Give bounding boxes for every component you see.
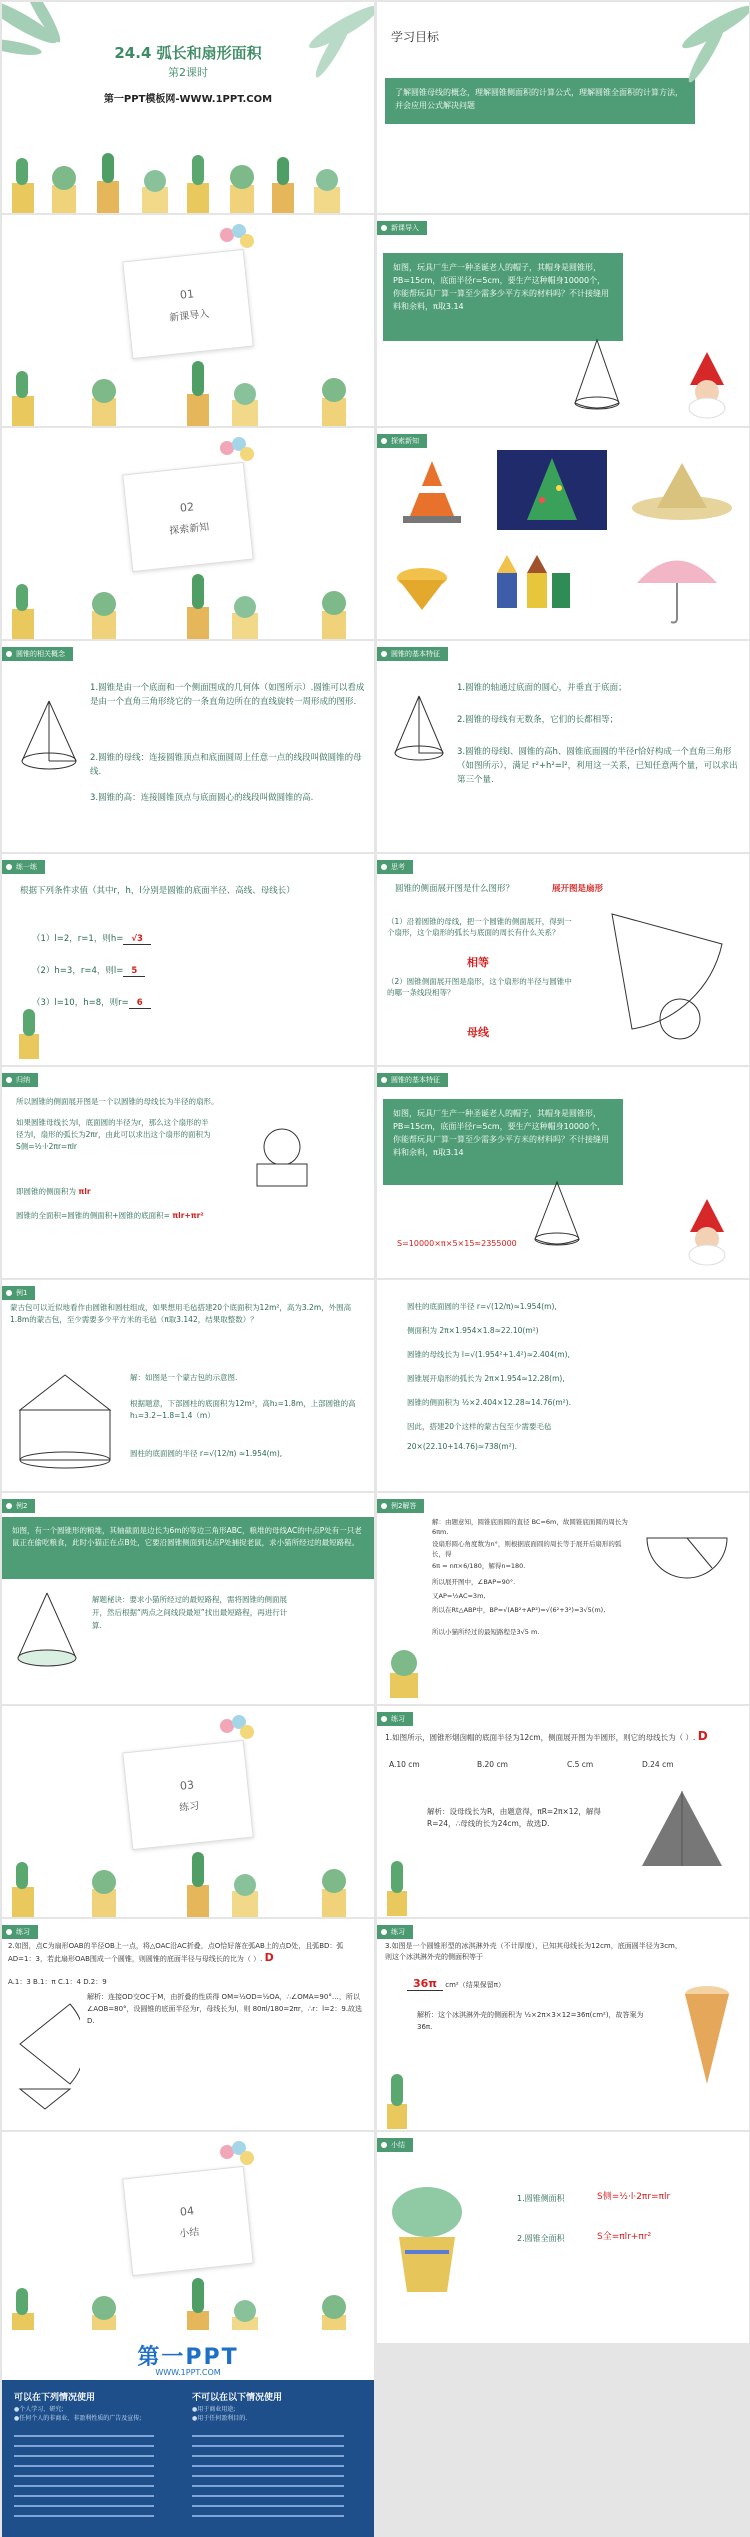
q3-row [32, 996, 151, 1010]
cactus-row-icon [2, 143, 374, 213]
allowed-title: 可以在下列情况使用 [14, 2393, 96, 2403]
slide-example-1 [2, 1280, 374, 1491]
slide-tag: 圆锥的基本特征 [377, 1073, 448, 1087]
ice-cream-cone-icon [682, 1979, 732, 2089]
calc-line-5: 圆锥的侧面积为 ½×2.404×12.28≈14.76(m²). [407, 1398, 571, 1407]
q1-row [32, 932, 151, 946]
section-card [122, 2166, 254, 2276]
think-answer: 展开图是扇形 [552, 884, 604, 894]
slide-title [2, 2, 374, 213]
slide-tag: 练习 [377, 1925, 413, 1939]
slide-tag: 归纳 [2, 1073, 38, 1087]
solution-line-2: 设扇形圆心角度数为n°，则根据底面圆的周长等于展开后扇形的弧长，得 [432, 1540, 622, 1558]
exercise-answer: 36π [407, 1977, 443, 1991]
exercise-question-text: 1.如图所示，圆锥形烟囱帽的底面半径为12cm，侧面展开图为半圆形，则它的母线长为（ ）. [385, 1733, 696, 1742]
cactus-row-icon [2, 569, 374, 639]
cone-diagram-icon [567, 335, 627, 415]
slide-tag: 练一练 [2, 860, 45, 874]
cone-diagram-icon [389, 691, 449, 771]
think-text-2: （2）圆锥侧面展开图是扇形，这个扇形的半径与圆锥中的哪一条线段相等？ [387, 977, 572, 997]
q3-text: （3）l=10，h=8，则r= [32, 998, 129, 1008]
slide-exercise-3 [377, 1919, 749, 2130]
formula-line-2: 如果圆锥母线长为l，底面圆的半径为r，那么这个扇形的半径为l，扇形的弧长为2πr，由此可以求出这个扇形的面积为 S侧=½·l·2πr=πlr [16, 1118, 211, 1151]
forbidden-item-1: ●用于商业用途; [192, 2406, 236, 2413]
feature-1: 1.圆锥的轴通过底面的圆心，并垂直于底面； [457, 683, 627, 693]
section-label: 练习 [178, 1800, 200, 1814]
slide-summary [377, 2132, 749, 2343]
section-heading: 学习目标 [391, 30, 440, 44]
slide-tag: 新课导入 [377, 221, 427, 235]
slide-section-03 [2, 1706, 374, 1917]
slide-area-formula [2, 1067, 374, 1278]
practice-intro: 根据下列条件求值（其中r，h，l分别是圆锥的底面半径、高线、母线长） [20, 886, 295, 896]
solution-line-4: 所以展开图中，∠BAP=90°. [432, 1578, 516, 1586]
allowed-item-2: ●任何个人的非商业、非盈利性质的广告及宣传; [14, 2415, 142, 2422]
santa-icon [682, 1197, 732, 1267]
summary-formula-1: S侧=½·l·2πr=πlr [597, 2192, 671, 2202]
formula-line-4-text: 圆锥的全面积=圆锥的侧面积+圆锥的底面积= [16, 1211, 170, 1220]
exercise-solution: 解析：连接OD交OC于M，由折叠的性质得 OM=½OD=½OA，∴∠OMA=90°…，所以∠AOB=80°，设圆锥的底面半径为r，母线长为l，则 80πl/180=2πr，∴r：l=2：9.故选D. [87, 1993, 363, 2025]
think-question: 圆锥的侧面展开图是什么图形？ [395, 884, 515, 894]
formula-line-3 [16, 1185, 91, 1199]
concept-3: 3.圆锥的高：连接圆锥顶点与底面圆心的线段叫做圆锥的高. [90, 793, 314, 803]
cactus-icon [382, 1638, 427, 1698]
example-question: 蒙古包可以近似地看作由圆锥和圆柱组成，如果想用毛毡搭建20个底面积为12m²，高为3.2m，外围高1.8m的蒙古包，至少需要多少平方米的毛毡（π取3.142，结果取整数）？ [10, 1303, 352, 1324]
section-card [122, 1740, 254, 1850]
solution-line-3: 6π = nπ×6/180，解得n=180. [432, 1562, 526, 1570]
think-text-1: （1）沿着圆锥的母线，把一个圆锥的侧面展开，得到一个扇形，这个扇形的弧长与底面的周长有什么关系？ [387, 917, 572, 937]
leaf-decor-icon [647, 2, 749, 87]
calc-line-7: 20×(22.10+14.76)≈738(m²). [407, 1442, 518, 1451]
concept-2: 2.圆锥的母线：连接圆锥顶点和底面圆周上任意一点的线段叫做圆锥的母线. [90, 753, 362, 777]
brand-site: WWW.1PPT.COM [155, 2368, 221, 2377]
example-step-1: 解：如图是一个蒙古包的示意图. [130, 1373, 238, 1382]
potted-plant-icon [387, 2172, 467, 2302]
formula-line-1: 所以圆锥的侧面展开图是一个以圆锥的母线长为半径的扇形。 [16, 1097, 219, 1106]
slide-tag: 例1 [2, 1286, 35, 1300]
slide-tag: 探索新知 [377, 434, 427, 448]
summary-label-1: 1.圆锥侧面积 [517, 2194, 565, 2203]
balloons-icon [217, 2140, 257, 2180]
slide-intro-solution [377, 1067, 749, 1278]
forbidden-title: 不可以在以下情况使用 [192, 2393, 283, 2403]
feature-2: 2.圆锥的母线有无数条，它们的长都相等； [457, 715, 619, 725]
choice-b: B.20 cm [477, 1760, 508, 1769]
cone-diagram-icon [12, 1588, 82, 1678]
santa-icon [682, 350, 732, 420]
yurt-diagram-icon [10, 1370, 120, 1470]
usage-footer [2, 2380, 374, 2537]
think-answer-1: 相等 [467, 956, 489, 969]
sector-net-icon [592, 904, 742, 1044]
link-list-icon [14, 2430, 364, 2530]
cactus-icon [382, 1856, 412, 1916]
chimney-cap-icon [637, 1786, 727, 1876]
calc-line-2: 侧面积为 2π×1.954×1.8≈22.10(m²) [407, 1326, 539, 1335]
section-label: 小结 [178, 2226, 200, 2240]
slide-section-02 [2, 428, 374, 639]
semicircle-net-icon [642, 1528, 732, 1608]
slide-exercise-1 [377, 1706, 749, 1917]
slide-tag: 练习 [377, 1712, 413, 1726]
exercise-answer: D [697, 1729, 708, 1743]
calc-line-6: 因此，搭建20个这样的蒙古包至少需要毛毡 [407, 1422, 552, 1431]
brand-logo: 第一PPT [137, 2345, 239, 2370]
exercise-options: A.1：3 B.1：π C.1：4 D.2：9 [8, 1978, 107, 1986]
example-step-3: 圆柱的底面圆的半径 r=√(12/π) ≈1.954(m), [130, 1449, 283, 1458]
q2-text: （2）h=3，r=4，则l= [32, 966, 124, 976]
slide-exercise-2 [2, 1919, 374, 2130]
choice-d: D.24 cm [642, 1760, 674, 1769]
problem-box: 如图，玩具厂生产一种圣诞老人的帽子，其帽身是圆锥形，PB=15cm，底面半径r=5cm，要生产这种帽身10000个，你能帮玩具厂算一算至少需多少平方米的材料吗？不计接缝用料和余料，π取3.14 [383, 1099, 623, 1185]
think-answer-2: 母线 [467, 1026, 489, 1039]
exercise-question [8, 1941, 368, 1965]
solution-line-5: 又AP=½AC=3m, [432, 1592, 486, 1600]
calc-line-1: 圆柱的底面圆的半径 r=√(12/π)≈1.954(m), [407, 1302, 557, 1311]
balloons-icon [217, 223, 257, 263]
q2-answer: 5 [123, 966, 145, 977]
solution-line-7: 所以小猫所经过的最短路程是3√5 m. [432, 1628, 540, 1636]
cactus-row-icon [2, 356, 374, 426]
section-card [122, 462, 254, 572]
section-card [122, 249, 254, 359]
q1-answer: √3 [123, 934, 151, 945]
cactus-row-icon [2, 1847, 374, 1917]
brand-logo-area [2, 2330, 374, 2385]
traffic-cone-icon [395, 456, 470, 526]
section-label: 新课导入 [168, 308, 210, 324]
slide-example-1-solution [377, 1280, 749, 1491]
cartoon-reader-icon [242, 1122, 322, 1192]
choice-c: C.5 cm [567, 1760, 594, 1769]
cone-diagram-icon [14, 696, 84, 781]
allowed-item-1: ●个人学习、研究; [14, 2406, 64, 2413]
exercise-answer: D [264, 1951, 274, 1964]
slide-section-01 [2, 215, 374, 426]
section-label: 探索新知 [168, 521, 210, 537]
slide-think-unfold [377, 854, 749, 1065]
concept-1: 1.圆锥是由一个底面和一个侧面围成的几何体（如图所示）.圆锥可以看成是由一个直角三角形绕它的一条直角边所在的直线旋转一周形成的图形. [90, 683, 365, 707]
slide-example-2-solution [377, 1493, 749, 1704]
summary-formula-2: S全=πlr+πr² [597, 2232, 652, 2242]
slide-section-04 [2, 2132, 374, 2343]
slide-tag: 小结 [377, 2138, 413, 2152]
exercise-question-text: 2.如图，点C为扇形OAB的半径OB上一点，将△OAC沿AC折叠，点O恰好落在弧AB上的点D处，且弧BD：弧AD=1：3，若此扇形OAB围成一个圆锥，则圆锥的底面半径与母线长的比为（ ）. [8, 1942, 344, 1963]
example-hint: 解题秘诀：要求小猫所经过的最短路程，需将圆锥的侧面展开，然后根据“两点之间线段最短”找出最短路程，再进行计算. [92, 1595, 288, 1630]
exercise-question [385, 1730, 740, 1744]
feature-3: 3.圆锥的母线l、圆锥的高h、圆锥底面圆的半径r恰好构成一个直角三角形（如图所示），满足 r²+h²=l²，利用这一关系，已知任意两个量，可以求出第三个量. [457, 747, 738, 785]
forbidden-item-2: ●用于任何盈利目的. [192, 2415, 248, 2422]
sector-fold-diagram-icon [10, 1994, 80, 2114]
choice-a: A.10 cm [389, 1760, 420, 1769]
formula-line-3-text: 即圆锥的侧面积为 [16, 1187, 76, 1196]
slide-tag: 例2解答 [377, 1499, 424, 1513]
slide-tag: 练习 [2, 1925, 38, 1939]
slide-cone-features [377, 641, 749, 852]
site-text: 第一PPT模板网-WWW.1PPT.COM [103, 94, 273, 105]
hat-icon [627, 458, 737, 528]
exercise-tail: cm²（结果保留π） [445, 1981, 505, 1989]
example-question-box: 如图，有一个圆锥形的粮堆，其轴截面是边长为6m的等边三角形ABC，粮堆的母线AC的中点P处有一只老鼠正在偷吃粮食，此时小猫正在点B处，它要沿圆锥侧面到达点P处捕捉老鼠，求小猫所经过的最短路程。 [2, 1517, 374, 1579]
balloons-icon [217, 1714, 257, 1754]
q2-row [32, 964, 145, 978]
problem-box: 如图，玩具厂生产一种圣诞老人的帽子，其帽身是圆锥形，PB=15cm，底面半径r=5cm，要生产这种帽身10000个，你能帮玩具厂算一算至少需多少平方米的材料吗？不计接缝用料和余料，π取3.14 [383, 253, 623, 341]
section-number: 03 [179, 1778, 195, 1793]
example-step-2: 根据题意，下部圆柱的底面积为12m²，高h₂=1.8m，上部圆锥的高h₁=3.2−1.8=1.4（m） [130, 1399, 356, 1420]
pencil-caps-icon [487, 543, 577, 613]
solution-line-6: 所以在Rt△ABP中，BP=√(AB²+AP²)=√(6²+3²)=3√5(m), [432, 1606, 606, 1614]
page-subtitle: 第2课时 [168, 66, 208, 79]
slide-cone-photos [377, 428, 749, 639]
slide-tag: 圆锥的基本特征 [377, 647, 448, 661]
umbrella-icon [627, 538, 727, 628]
slide-tag: 圆锥的相关概念 [2, 647, 73, 661]
slide-objectives [377, 2, 749, 213]
spinning-top-icon [387, 548, 457, 618]
cone-diagram-icon [527, 1177, 587, 1252]
q3-answer: 6 [129, 998, 151, 1009]
page-title: 24.4 弧长和扇形面积 [114, 44, 262, 62]
calc-line-4: 圆锥展开扇形的弧长为 2π×1.954≈12.28(m), [407, 1374, 565, 1383]
q1-text: （1）l=2，r=1，则h= [32, 934, 124, 944]
objectives-box: 了解圆锥母线的概念，理解圆锥侧面积的计算公式，理解圆锥全面积的计算方法，并会应用公式解决问题 [385, 78, 695, 124]
cactus-icon [14, 1004, 44, 1059]
exercise-solution: 解析：设母线长为R，由题意得，πR=2π×12，解得R=24，∴母线的长为24cm，故选D. [427, 1807, 601, 1828]
summary-label-2: 2.圆锥全面积 [517, 2234, 565, 2243]
solution-line-1: 解：由题意知，圆锥底面圆的直径 BC=6m，故圆锥底面圆的周长为 6πm. [432, 1518, 628, 1536]
formula-line-4-answer: πlr+πr² [172, 1211, 204, 1220]
slide-tag: 思考 [377, 860, 413, 874]
exercise-solution: 解析：这个冰淇淋外壳的侧面积为 ½×2π×3×12=36π(cm²)，故答案为36π. [417, 2011, 644, 2031]
cactus-icon [382, 2069, 412, 2129]
calc-line-3: 圆锥的母线长为 l=√(1.954²+1.4²)≈2.404(m), [407, 1350, 570, 1359]
slide-intro-problem [377, 215, 749, 426]
solution-calc: S=10000×π×5×15≈2355000 [397, 1239, 517, 1248]
slide-tag: 例2 [2, 1499, 35, 1513]
balloons-icon [217, 436, 257, 476]
formula-line-4 [16, 1209, 204, 1223]
exercise-blank [407, 1977, 505, 1992]
section-number: 02 [179, 500, 195, 515]
section-number: 01 [179, 287, 195, 302]
formula-line-3-answer: πlr [78, 1187, 91, 1196]
christmas-tree-icon [497, 450, 607, 530]
section-number: 04 [179, 2204, 195, 2219]
slide-practice-calc [2, 854, 374, 1065]
slide-cone-concepts [2, 641, 374, 852]
exercise-question: 3.如图是一个圆锥形型的冰淇淋外壳（不计厚度），已知其母线长为12cm，底面圆半径为3cm，则这个冰淇淋外壳的侧面积等于 [385, 1942, 682, 1961]
slide-example-2 [2, 1493, 374, 1704]
